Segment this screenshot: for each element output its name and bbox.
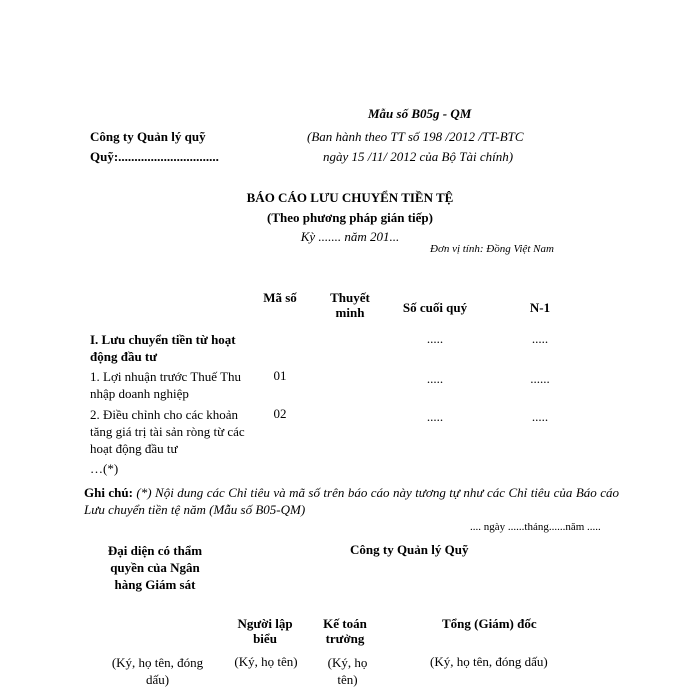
col-prior-header: N-1 (529, 300, 551, 315)
date-line: .... ngày ......tháng......năm ..... (470, 521, 601, 533)
col-note-header-line2: minh (335, 305, 365, 320)
company-label: Công ty Quản lý quỹ (90, 129, 206, 144)
table-cell-code: 01 (273, 368, 287, 383)
table-cell-prior: ..... (531, 331, 549, 346)
footnote-text: (*) Nội dung các Chỉ tiêu và mã số trên báo cáo này tương tự như các Chỉ tiêu của Báo cáo Lưu chuyển tiền tệ năm (Mẫu số B05-QM) (84, 485, 620, 517)
table-cell-closing: ..... (426, 409, 444, 424)
table-row-label: I. Lưu chuyển tiền từ hoạt động đầu tư (90, 332, 236, 364)
director-sign-instruction: (Ký, họ tên, đóng dấu) (430, 654, 548, 669)
col-note-header-line1: Thuyết (330, 290, 370, 305)
footnote-label: Ghi chú: (84, 485, 133, 500)
currency-unit: Đơn vị tính: Đồng Việt Nam (430, 243, 554, 255)
accountant-sign-instruction: (Ký, họ tên) (327, 655, 368, 687)
issued-line-2: ngày 15 /11/ 2012 của Bộ Tài chính) (323, 149, 514, 164)
table-cell-code: 02 (273, 406, 287, 421)
report-period: Kỳ ....... năm 201... (300, 229, 400, 244)
company-signature-heading: Công ty Quản lý Quỹ (350, 542, 469, 557)
table-row-label: 2. Điều chỉnh cho các khoản tăng giá trị tài sản ròng từ các hoạt động đầu tư (90, 407, 245, 456)
form-number: Mẫu số B05g - QM (368, 106, 472, 121)
table-continuation: …(*) (90, 461, 119, 476)
table-cell-prior: ..... (531, 409, 549, 424)
bank-representative: Đại diện có thẩm quyền của Ngân hàng Giám sát (107, 543, 203, 592)
director-title: Tổng (Giám) đốc (442, 616, 537, 631)
report-title: BÁO CÁO LƯU CHUYỂN TIỀN TỆ (246, 190, 454, 205)
col-code-header: Mã số (263, 290, 297, 305)
fund-label: Quỹ:............................... (90, 149, 219, 164)
footnote (84, 484, 619, 518)
preparer-sign-instruction: (Ký, họ tên) (234, 654, 298, 669)
preparer-title: Người lập biểu (237, 616, 293, 646)
bank-sign-instruction: (Ký, họ tên, đóng dấu) (111, 655, 204, 687)
report-subtitle: (Theo phương pháp gián tiếp) (267, 210, 433, 225)
chief-accountant-title: Kế toán trưởng (323, 616, 367, 646)
table-cell-prior: ...... (530, 371, 550, 386)
col-closing-header: Số cuối quý (402, 300, 468, 315)
table-row-label: 1. Lợi nhuận trước Thuế Thu nhập doanh nghiệp (90, 369, 242, 401)
table-cell-closing: ..... (426, 371, 444, 386)
issued-line-1: (Ban hành theo TT số 198 /2012 /TT-BTC (307, 129, 524, 144)
table-cell-closing: ..... (426, 331, 444, 346)
